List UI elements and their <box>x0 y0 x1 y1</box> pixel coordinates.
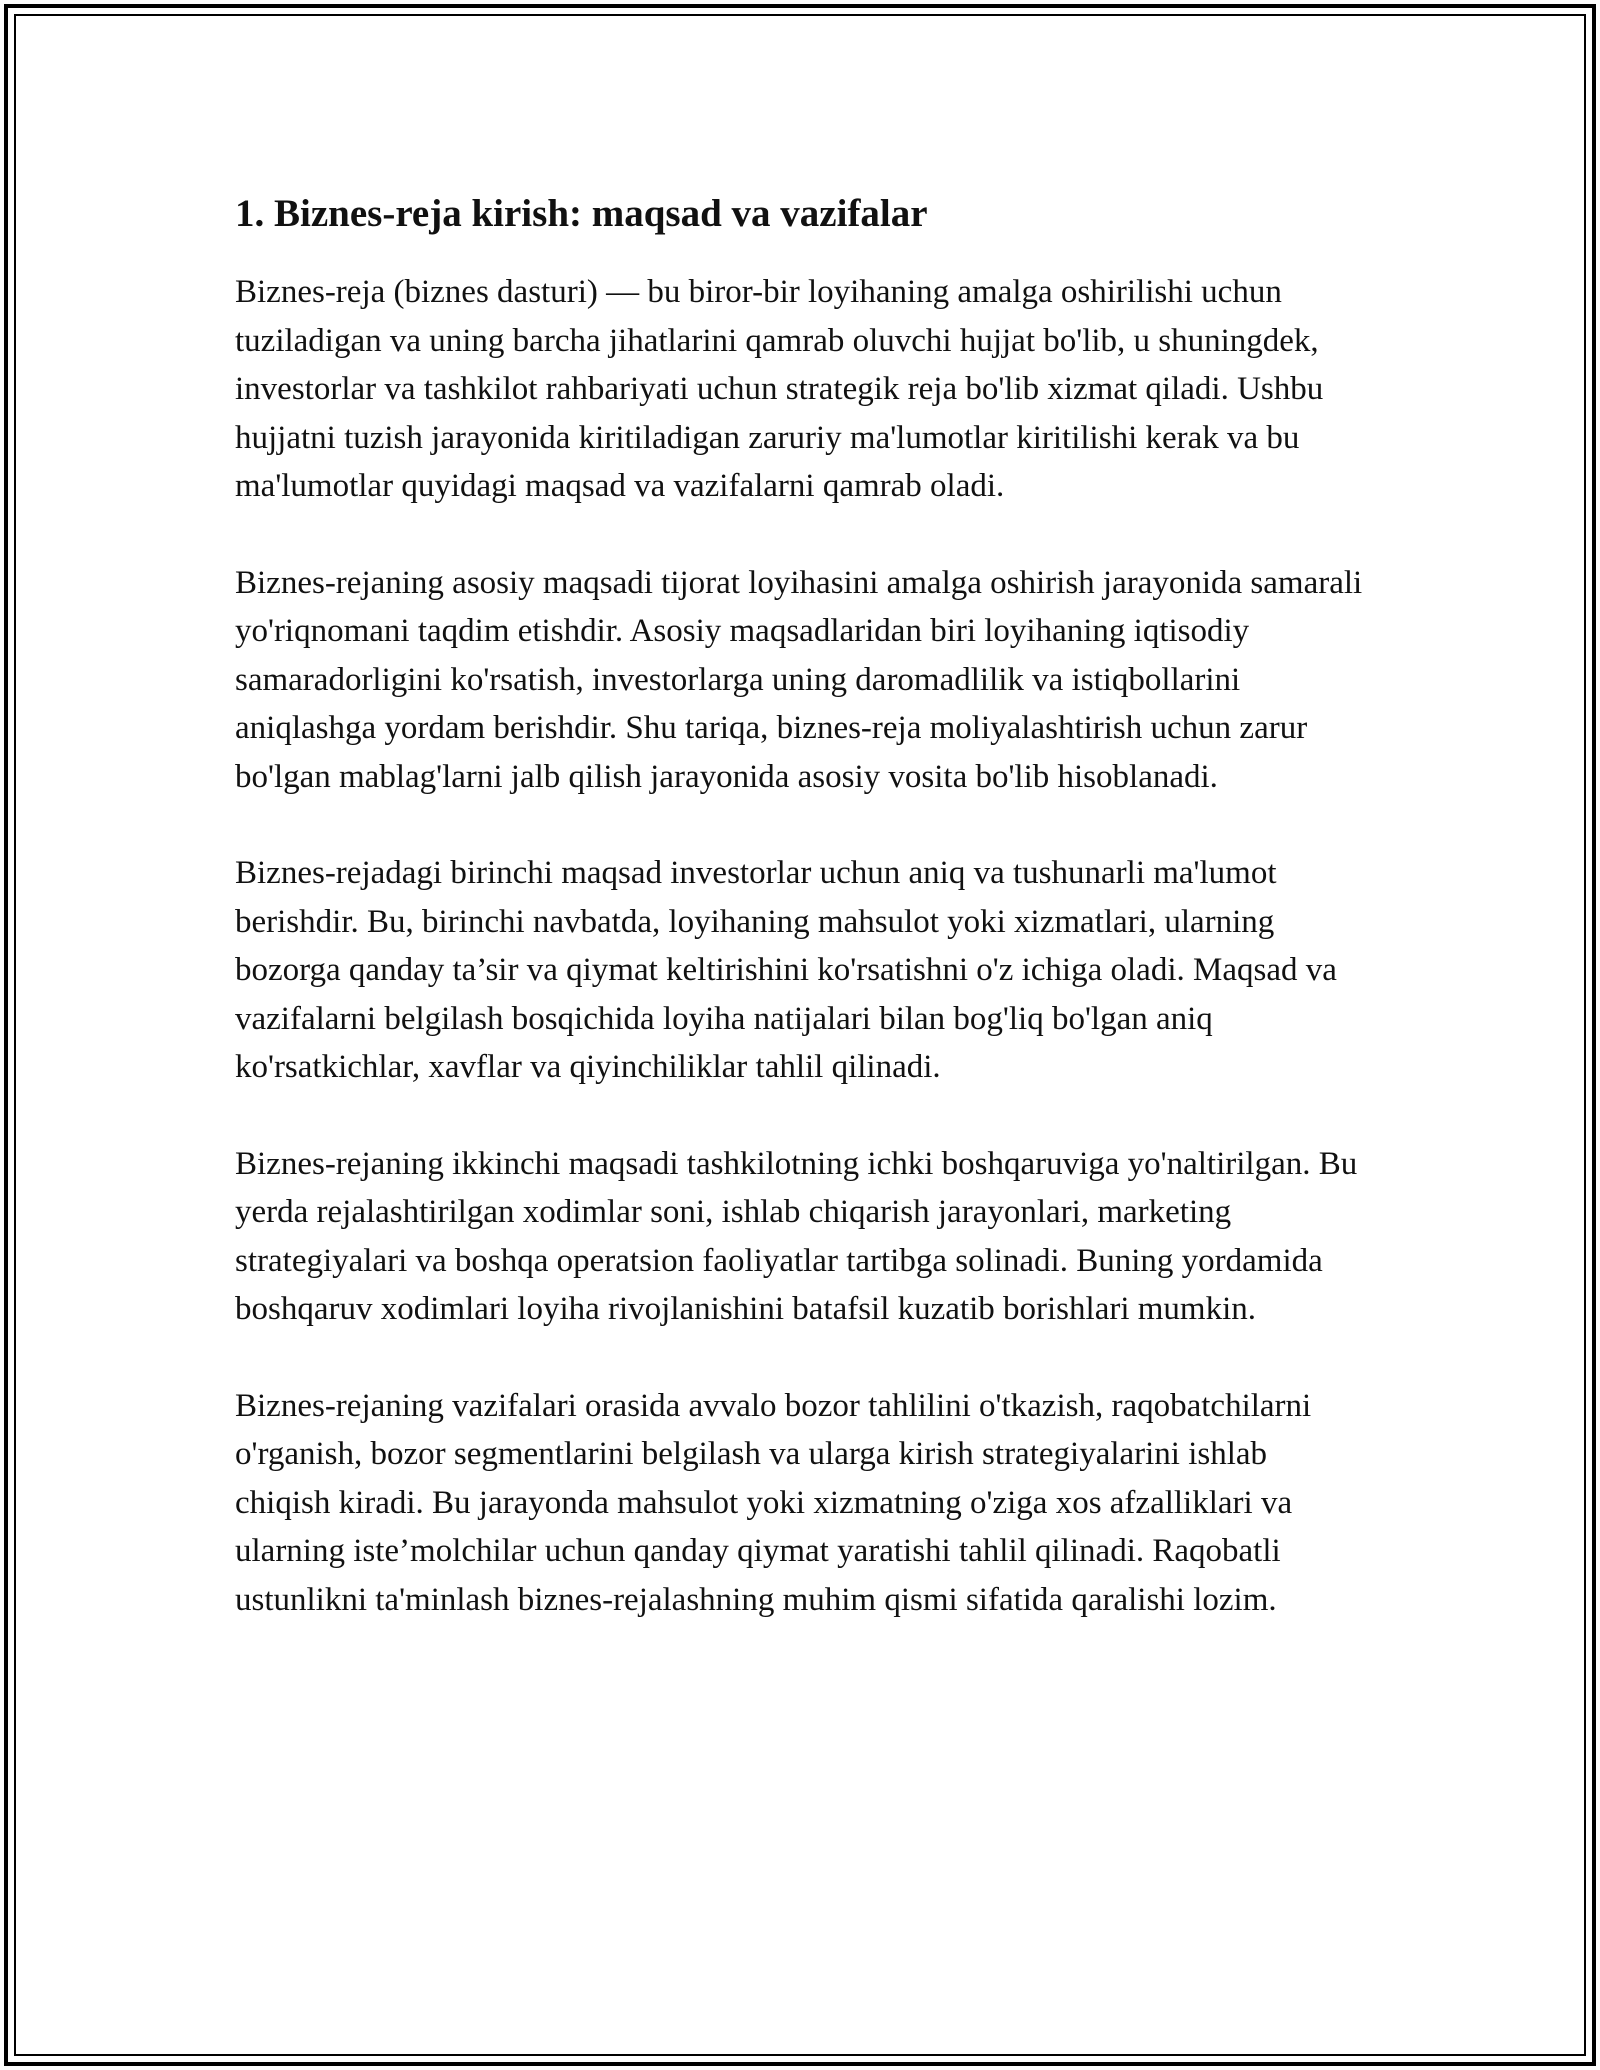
paragraph-3: Biznes-rejadagi birinchi maqsad investorlar uchun aniq va tushunarli ma'lumot berishdir. Bu, birinchi navbatda, loyihaning mahsulot yoki xizmatlari, ularning bozorga qanday ta’sir va qiymat keltirishini ko'rsatishni o'z ichiga oladi. Maqsad va vazifalarni belgilash bosqichida loyiha natijalari bilan bog'liq bo'lgan aniq ko'rsatkichlar, xavflar va qiyinchiliklar tahlil qilinadi. <box>235 855 1337 1085</box>
document-body <box>235 188 1365 1672</box>
paragraph-5: Biznes-rejaning vazifalari orasida avvalo bozor tahlilini o'tkazish, raqobatchilarni o'rganish, bozor segmentlarini belgilash va ularga kirish strategiyalarini ishlab chiqish kiradi. Bu jarayonda mahsulot yoki xizmatning o'ziga xos afzalliklari va ularning iste’molchilar uchun qanday qiymat yaratishi tahlil qilinadi. Raqobatli ustunlikni ta'minlash biznes-rejalashning muhim qismi sifatida qaralishi lozim. <box>235 1387 1312 1618</box>
section-heading: 1. Biznes-reja kirish: maqsad va vazifalar <box>235 192 928 235</box>
paragraph-2: Biznes-rejaning asosiy maqsadi tijorat loyihasini amalga oshirish jarayonida samarali yo'riqnomani taqdim etishdir. Asosiy maqsadlaridan biri loyihaning iqtisodiy samaradorligini ko'rsatish, investorlarga uning daromadlilik va istiqbollarini aniqlashga yordam berishdir. Shu tariqa, biznes-reja moliyalashtirish uchun zarur bo'lgan mablag'larni jalb qilish jarayonida asosiy vosita bo'lib hisoblanadi. <box>235 564 1363 795</box>
paragraph-4: Biznes-rejaning ikkinchi maqsadi tashkilotning ichki boshqaruviga yo'naltirilgan. Bu yerda rejalashtirilgan xodimlar soni, ishlab chiqarish jarayonlari, marketing strategiyalari va boshqa operatsion faoliyatlar tartibga solinadi. Buning yordamida boshqaruv xodimlari loyiha rivojlanishini batafsil kuzatib borishlari mumkin. <box>235 1145 1358 1327</box>
paragraph-1: Biznes-reja (biznes dasturi) — bu biror-bir loyihaning amalga oshirilishi uchun tuziladigan va uning barcha jihatlarini qamrab oluvchi hujjat bo'lib, u shuningdek, investorlar va tashkilot rahbariyati uchun strategik reja bo'lib xizmat qiladi. Ushbu hujjatni tuzish jarayonida kiritiladigan zaruriy ma'lumotlar kiritilishi kerak va bu ma'lumotlar quyidagi maqsad va vazifalarni qamrab oladi. <box>235 274 1324 504</box>
